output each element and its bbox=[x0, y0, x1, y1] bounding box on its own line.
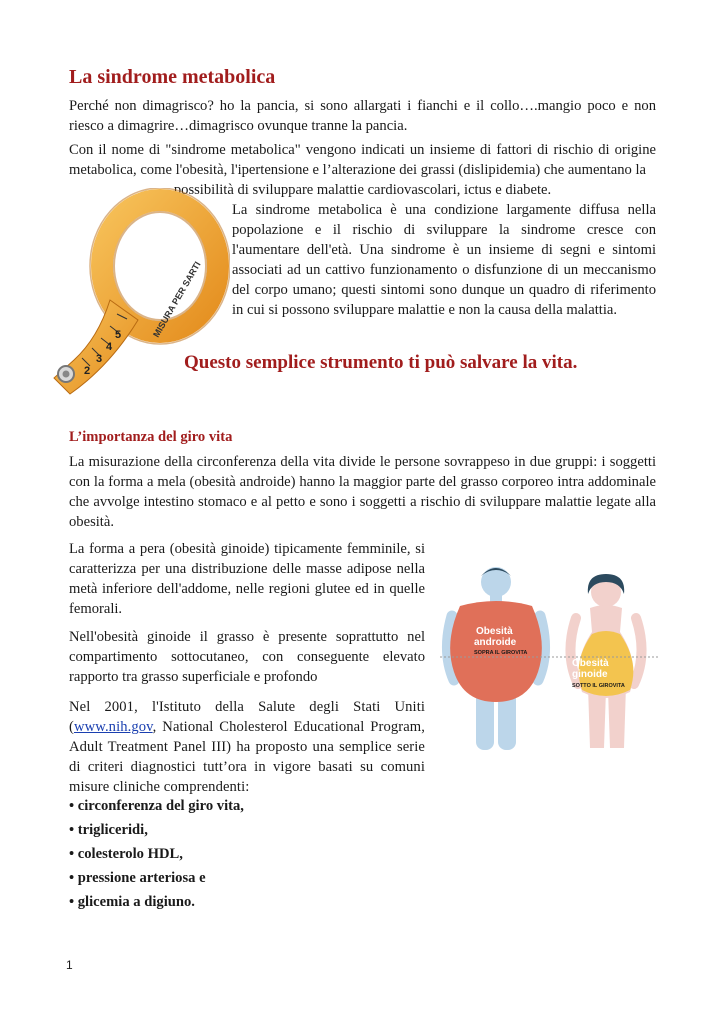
intro-paragraph: Perché non dimagrisco? ho la pancia, si sono allargati i fianchi e il collo….mangio poco e non riesco a dimagrire…dimagrisco ovunque tranne la pancia. bbox=[69, 98, 656, 134]
diffusion-paragraph: La sindrome metabolica è una condizione largamente diffusa nella popolazione e il rischio di sviluppare la sindrome cresce con l'aumentare dell'età. Una sindrome è un insieme di segni e sintomi associati ad un cattivo funzionamento o disfunzione di un meccanismo del corpo umano; questi sintomi sono dunque un quadro di riferimento in cui si possono sviluppare malattie e non la causa della malattia. bbox=[232, 202, 656, 318]
svg-text:3: 3 bbox=[96, 353, 103, 365]
nih-text-before: Nel 2001, l'Istituto della Salute degli Stati Uniti ( bbox=[69, 699, 425, 735]
gynoid-paragraph: Nell'obesità ginoide il grasso è presente soprattutto nel compartimento sottocutaneo, con conseguente elevato rapporto tra grasso superficiale e profondo bbox=[69, 629, 425, 685]
tagline: Questo semplice strumento ti può salvare la vita. bbox=[184, 352, 578, 373]
android-label-2: androide bbox=[474, 637, 517, 648]
definition-text: Con il nome di "sindrome metabolica" vengono indicati un insieme di fattori di rischio di origine metabolica, come l'obesità, l'ipertensione e l’alterazione dei grassi (dislipidemia) che aumentano la bbox=[69, 142, 656, 178]
page-number: 1 bbox=[66, 958, 73, 972]
list-item: • trigliceridi, bbox=[69, 822, 148, 838]
android-label-1: Obesità bbox=[476, 626, 513, 637]
waist-paragraph: La misurazione della circonferenza della vita divide le persone sovrappeso in due gruppi: i soggetti con la forma a mela (obesità androide) hanno la maggior parte del grasso corporeo intra addominale che avvolge intestino stomaco e al petto e sono i soggetti a rischio di sviluppare malattie legate alla obesità. bbox=[69, 454, 656, 530]
tape-label: MISURA PER SARTI bbox=[151, 259, 203, 339]
section-heading: L’importanza del giro vita bbox=[69, 429, 233, 445]
list-item: • colesterolo HDL, bbox=[69, 846, 183, 862]
svg-text:2: 2 bbox=[84, 365, 91, 377]
gynoid-sub-label: SOTTO IL GIROVITA bbox=[572, 683, 625, 689]
svg-text:5: 5 bbox=[115, 329, 122, 341]
gynoid-label-1: Obesità bbox=[572, 658, 609, 669]
nih-link[interactable]: www.nih.gov bbox=[73, 719, 153, 735]
nih-paragraph bbox=[69, 697, 425, 797]
list-item: • pressione arteriosa e bbox=[69, 870, 206, 886]
nih-text-after: , National Cholesterol Educational Program, Adult Treatment Panel III) ha proposto una semplice serie di criteri diagnostici tutt’ora in vigore basati su comuni misure cliniche comprendenti: bbox=[69, 719, 425, 795]
list-item: • glicemia a digiuno. bbox=[69, 894, 195, 910]
android-figure bbox=[447, 567, 544, 750]
body-shapes-illustration bbox=[440, 562, 660, 752]
list-item: • circonferenza del giro vita, bbox=[69, 798, 244, 814]
gynoid-label-2: ginoide bbox=[572, 669, 608, 680]
pear-paragraph: La forma a pera (obesità ginoide) tipicamente femminile, si caratterizza per una distribuzione delle masse adipose nella metà inferiore dell'addome, nelle regioni glutee ed in quelle femorali. bbox=[69, 541, 425, 617]
page-title: La sindrome metabolica bbox=[69, 66, 276, 88]
definition-text-centered: possibilità di sviluppare malattie cardiovascolari, ictus e diabete. bbox=[173, 182, 552, 198]
svg-text:4: 4 bbox=[106, 341, 113, 353]
criteria-list bbox=[69, 794, 244, 914]
android-sub-label: SOPRA IL GIROVITA bbox=[474, 650, 528, 656]
